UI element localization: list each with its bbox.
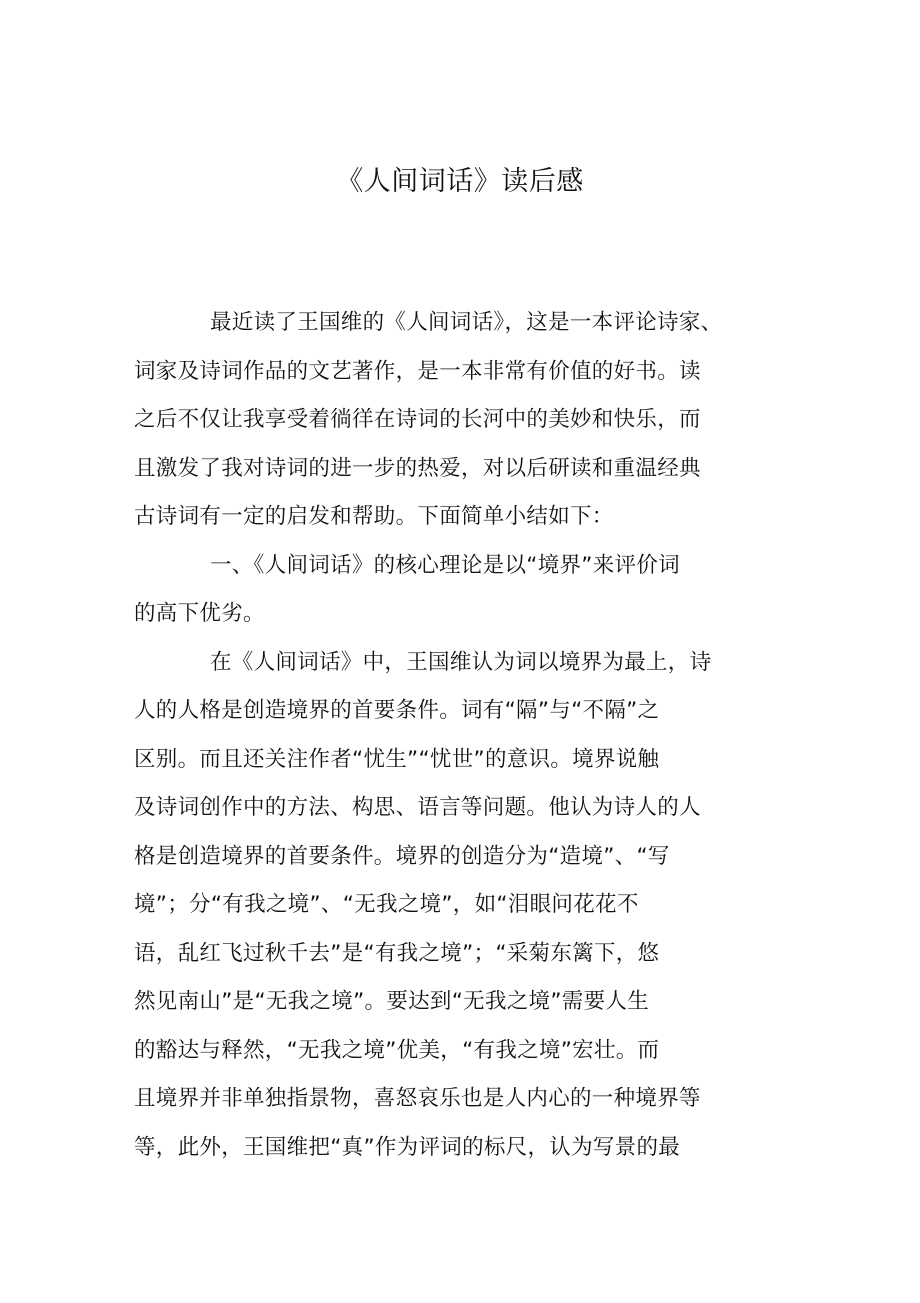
paragraph-2-line-7: 语，乱红飞过秋千去”是“有我之境”；“采菊东篱下，悠 (134, 940, 660, 966)
paragraph-1-line-1: 最近读了王国维的《人间词话》，这是一本评论诗家、 (210, 310, 723, 335)
paragraph-1-line-4: 且激发了我对诗词的进一步的热爱，对以后研读和重温经典 (134, 455, 701, 481)
section-heading-line-1: 一、《人间词话》的核心理论是以“境界”来评价词 (210, 552, 680, 578)
paragraph-1-line-3: 之后不仅让我享受着徜徉在诗词的长河中的美妙和快乐，而 (134, 407, 701, 432)
document-body (134, 299, 724, 1172)
paragraph-2-line-9: 的豁达与释然，“无我之境”优美，“有我之境”宏壮。而 (134, 1037, 660, 1063)
paragraph-2-line-4: 及诗词创作中的方法、构思、语言等问题。他认为诗人的人 (134, 795, 701, 820)
section-heading-line-2: 的高下优劣。 (134, 601, 265, 626)
paragraph-2-line-11: 等，此外，王国维把“真”作为评词的标尺，认为写景的最 (134, 1134, 681, 1160)
paragraph-2-line-2: 人的人格是创造境界的首要条件。词有“隔”与“不隔”之 (134, 698, 660, 723)
paragraph-2-line-5: 格是创造境界的首要条件。境界的创造分为“造境”、“写 (134, 843, 670, 869)
paragraph-2-line-3: 区别。而且还关注作者“忧生”“忧世”的意识。境界说触 (134, 746, 660, 772)
paragraph-1-line-2: 词家及诗词作品的文艺著作，是一本非常有价值的好书。读 (134, 358, 701, 384)
paragraph-2-line-10: 且境界并非单独指景物，喜怒哀乐也是人内心的一种境界等 (134, 1086, 701, 1111)
paragraph-1-line-5: 古诗词有一定的启发和帮助。下面简单小结如下： (134, 504, 614, 529)
document-title: 《人间词话》读后感 (336, 166, 584, 197)
paragraph-2-line-6: 境”；分“有我之境”、“无我之境”，如“泪眼问花花不 (134, 892, 639, 917)
paragraph-2-line-1: 在《人间词话》中，王国维认为词以境界为最上，诗 (210, 649, 712, 675)
paragraph-2-line-8: 然见南山”是“无我之境”。要达到“无我之境”需要人生 (134, 989, 649, 1014)
